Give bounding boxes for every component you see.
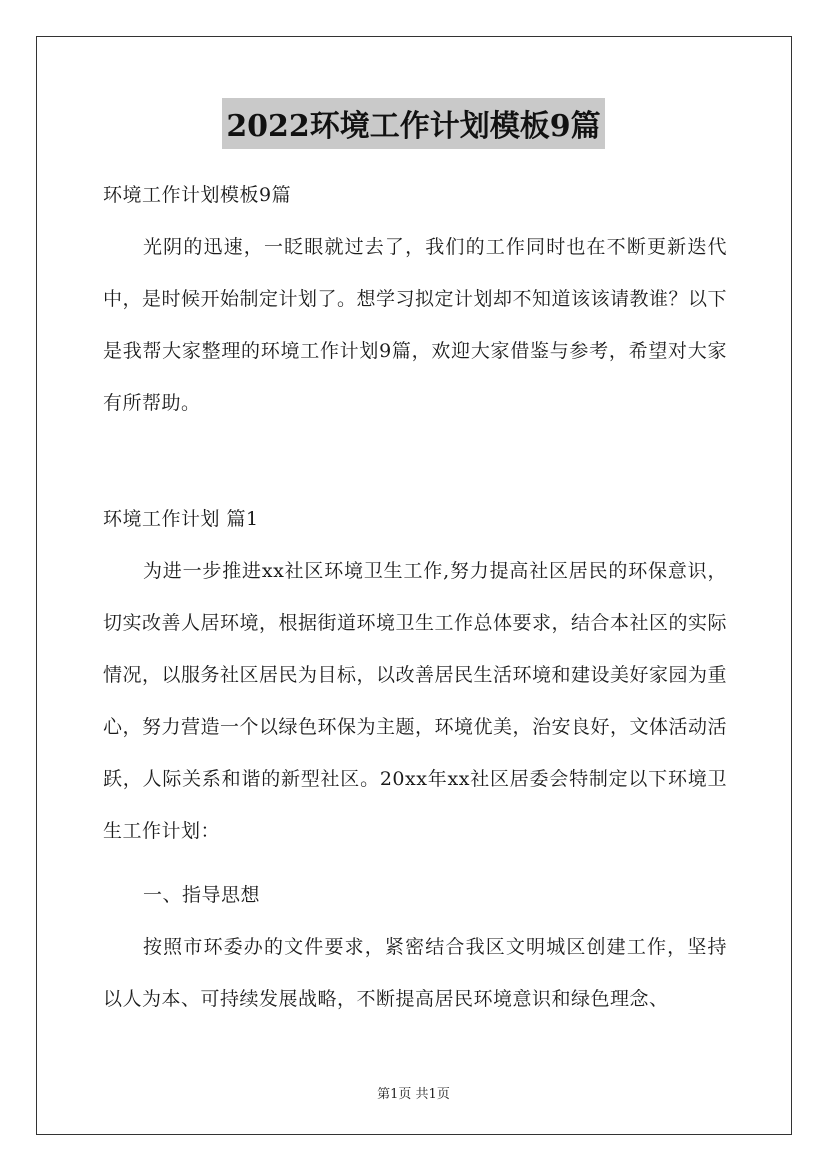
intro-paragraph: 光阴的迅速，一眨眼就过去了，我们的工作同时也在不断更新迭代中，是时候开始制定计划了。想学习拟定计划却不知道该该请教谁？以下是我帮大家整理的环境工作计划9篇，欢迎大家借鉴与参考，希望对大家有所帮助。: [103, 236, 728, 414]
title-container: [0, 98, 827, 149]
section-heading: 环境工作计划 篇1: [103, 508, 259, 530]
section-paragraph: 为进一步推进xx社区环境卫生工作,努力提高社区居民的环保意识，切实改善人居环境，根据街道环境卫生工作总体要求，结合本社区的实际情况，以服务社区居民为目标，以改善居民生活环境和建设美好家园为重心，努力营造一个以绿色环保为主题，环境优美，治安良好，文体活动活跃，人际关系和谐的新型社区。20xx年xx社区居委会特制定以下环境卫生工作计划：: [103, 560, 728, 842]
document-subtitle: 环境工作计划模板9篇: [103, 184, 292, 206]
document-title: 2022环境工作计划模板9篇: [222, 98, 604, 149]
section-paragraph-2: 按照市环委办的文件要求，紧密结合我区文明城区创建工作，坚持以人为本、可持续发展战略，不断提高居民环境意识和绿色理念、: [103, 936, 727, 1010]
page-footer: 第1页 共1页: [377, 1087, 450, 1102]
subsection-heading: 一、指导思想: [143, 884, 261, 906]
